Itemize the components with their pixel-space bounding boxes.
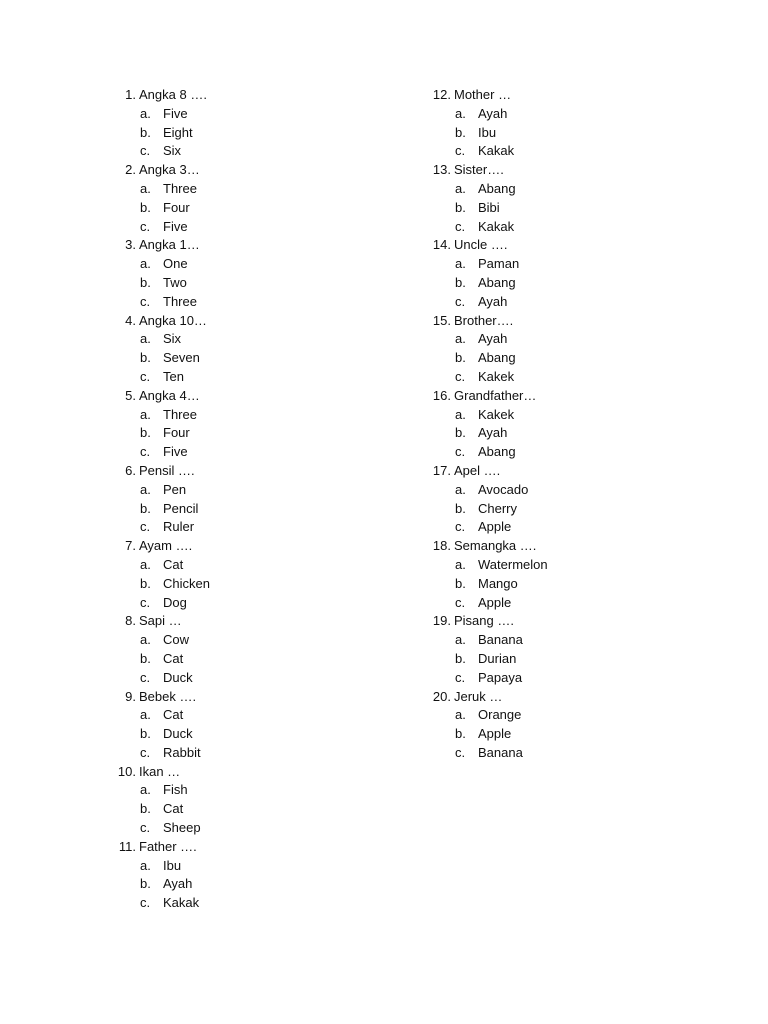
answer-option bbox=[108, 443, 408, 462]
option-letter: c. bbox=[455, 669, 466, 685]
option-letter: c. bbox=[140, 744, 151, 760]
question-line bbox=[108, 462, 408, 481]
question-number: 16. bbox=[432, 387, 451, 403]
answer-option bbox=[423, 406, 723, 425]
question-line bbox=[423, 537, 723, 556]
option-text: Duck bbox=[163, 726, 193, 742]
option-letter: a. bbox=[140, 857, 151, 873]
option-text: Abang bbox=[478, 274, 516, 290]
question-text: Mother … bbox=[454, 87, 512, 102]
option-text: Kakak bbox=[478, 143, 515, 159]
option-text: Chicken bbox=[163, 575, 210, 591]
question-number: 9. bbox=[125, 688, 136, 704]
answer-option bbox=[108, 894, 408, 913]
answer-option bbox=[423, 330, 723, 349]
answer-option bbox=[423, 443, 723, 462]
answer-option bbox=[423, 293, 723, 312]
answer-option bbox=[108, 575, 408, 594]
question-line bbox=[108, 763, 408, 782]
answer-option bbox=[108, 180, 408, 199]
question-line bbox=[108, 537, 408, 556]
option-letter: a. bbox=[455, 256, 466, 272]
answer-option bbox=[108, 594, 408, 613]
option-letter: a. bbox=[140, 707, 151, 723]
option-text: Mango bbox=[478, 575, 518, 591]
answer-option bbox=[108, 481, 408, 500]
answer-option bbox=[108, 706, 408, 725]
answer-option bbox=[108, 556, 408, 575]
answer-option bbox=[108, 744, 408, 763]
option-letter: a. bbox=[140, 180, 151, 196]
option-letter: c. bbox=[455, 519, 466, 535]
answer-option bbox=[108, 274, 408, 293]
option-text: Orange bbox=[478, 707, 522, 723]
answer-option bbox=[108, 124, 408, 143]
question-item bbox=[423, 462, 723, 537]
answer-option bbox=[108, 781, 408, 800]
answer-option bbox=[423, 744, 723, 763]
option-text: Abang bbox=[478, 180, 516, 196]
question-number: 14. bbox=[432, 237, 451, 253]
option-letter: a. bbox=[140, 256, 151, 272]
option-letter: c. bbox=[140, 820, 151, 836]
option-letter: a. bbox=[455, 481, 466, 497]
option-text: Kakek bbox=[478, 406, 515, 422]
option-text: Papaya bbox=[478, 669, 523, 685]
question-text: Bebek …. bbox=[139, 688, 197, 704]
option-text: Ayah bbox=[478, 425, 508, 441]
question-item bbox=[108, 312, 408, 387]
question-line bbox=[108, 312, 408, 331]
question-text: Angka 10… bbox=[139, 312, 207, 328]
left-question-column bbox=[108, 86, 408, 913]
answer-option bbox=[423, 706, 723, 725]
option-letter: b. bbox=[455, 726, 466, 742]
question-item bbox=[423, 312, 723, 387]
option-text: Ten bbox=[163, 368, 184, 384]
answer-option bbox=[423, 124, 723, 143]
question-item bbox=[108, 838, 408, 913]
question-item bbox=[423, 537, 723, 612]
question-item bbox=[108, 236, 408, 311]
question-item bbox=[108, 688, 408, 763]
answer-option bbox=[423, 481, 723, 500]
option-letter: c. bbox=[140, 368, 151, 384]
question-line bbox=[423, 236, 723, 255]
question-item bbox=[423, 86, 723, 161]
option-text: Banana bbox=[478, 632, 523, 648]
option-letter: a. bbox=[455, 180, 466, 196]
option-letter: b. bbox=[140, 350, 151, 366]
answer-option bbox=[108, 857, 408, 876]
option-text: Pencil bbox=[163, 500, 199, 516]
option-letter: a. bbox=[455, 707, 466, 723]
answer-option bbox=[423, 368, 723, 387]
question-line bbox=[108, 688, 408, 707]
answer-option bbox=[108, 631, 408, 650]
option-text: Abang bbox=[478, 350, 516, 366]
option-text: Ibu bbox=[163, 857, 182, 873]
question-number: 11. bbox=[118, 838, 136, 854]
question-line bbox=[108, 612, 408, 631]
option-letter: a. bbox=[455, 406, 466, 422]
answer-option bbox=[423, 255, 723, 274]
option-text: Durian bbox=[478, 650, 517, 666]
option-text: Apple bbox=[478, 519, 512, 535]
answer-option bbox=[423, 650, 723, 669]
option-text: Watermelon bbox=[478, 556, 548, 572]
question-number: 19. bbox=[432, 613, 451, 629]
answer-option bbox=[108, 669, 408, 688]
right-question-column bbox=[423, 86, 723, 763]
answer-option bbox=[423, 424, 723, 443]
question-text: Ayam …. bbox=[139, 538, 193, 554]
option-text: Bibi bbox=[478, 199, 500, 215]
option-letter: c. bbox=[140, 218, 151, 234]
question-text: Angka 3… bbox=[139, 162, 200, 178]
answer-option bbox=[423, 594, 723, 613]
option-text: Ayah bbox=[478, 293, 508, 309]
question-line bbox=[423, 86, 723, 105]
question-number: 6. bbox=[125, 462, 136, 478]
question-number: 12. bbox=[432, 87, 451, 102]
question-text: Pisang …. bbox=[454, 613, 514, 629]
option-letter: a. bbox=[140, 406, 151, 422]
option-letter: a. bbox=[455, 331, 466, 347]
option-letter: c. bbox=[140, 895, 151, 911]
option-text: Banana bbox=[478, 744, 523, 760]
answer-option bbox=[423, 142, 723, 161]
question-text: Sapi … bbox=[139, 613, 182, 629]
answer-option bbox=[423, 274, 723, 293]
answer-option bbox=[423, 725, 723, 744]
option-letter: b. bbox=[140, 124, 151, 140]
option-text: Three bbox=[163, 293, 197, 309]
answer-option bbox=[423, 105, 723, 124]
question-number: 15. bbox=[432, 312, 451, 328]
answer-option bbox=[423, 199, 723, 218]
answer-option bbox=[423, 669, 723, 688]
option-text: Kakak bbox=[478, 218, 515, 234]
answer-option bbox=[423, 631, 723, 650]
option-letter: c. bbox=[455, 744, 466, 760]
option-text: Cat bbox=[163, 650, 184, 666]
question-line bbox=[108, 236, 408, 255]
option-text: Kakek bbox=[478, 368, 515, 384]
answer-option bbox=[108, 500, 408, 519]
option-letter: b. bbox=[140, 726, 151, 742]
question-item bbox=[108, 537, 408, 612]
option-text: Cherry bbox=[478, 500, 518, 516]
answer-option bbox=[423, 556, 723, 575]
option-text: Pen bbox=[163, 481, 187, 497]
option-text: Cow bbox=[163, 632, 190, 648]
option-text: Five bbox=[163, 218, 188, 234]
option-letter: c. bbox=[140, 594, 151, 610]
answer-option bbox=[423, 500, 723, 519]
option-letter: b. bbox=[140, 876, 151, 892]
question-item bbox=[108, 763, 408, 838]
option-letter: b. bbox=[455, 274, 466, 290]
question-text: Brother…. bbox=[454, 312, 514, 328]
option-letter: c. bbox=[455, 444, 466, 460]
option-letter: b. bbox=[455, 575, 466, 591]
answer-option bbox=[108, 518, 408, 537]
option-letter: c. bbox=[140, 669, 151, 685]
question-text: Sister…. bbox=[454, 162, 504, 178]
question-item bbox=[108, 86, 408, 161]
option-letter: b. bbox=[455, 124, 466, 140]
option-letter: a. bbox=[455, 556, 466, 572]
answer-option bbox=[423, 218, 723, 237]
option-letter: a. bbox=[140, 105, 151, 121]
option-letter: b. bbox=[455, 350, 466, 366]
question-text: Semangka …. bbox=[454, 538, 537, 554]
option-text: Three bbox=[163, 406, 197, 422]
answer-option bbox=[108, 368, 408, 387]
option-letter: b. bbox=[140, 500, 151, 516]
question-text: Angka 8 …. bbox=[139, 87, 207, 102]
option-letter: a. bbox=[140, 632, 151, 648]
option-letter: c. bbox=[140, 143, 151, 159]
answer-option bbox=[108, 424, 408, 443]
answer-option bbox=[423, 518, 723, 537]
option-letter: c. bbox=[455, 368, 466, 384]
answer-option bbox=[108, 406, 408, 425]
option-text: Ayah bbox=[163, 876, 193, 892]
answer-option bbox=[108, 725, 408, 744]
answer-option bbox=[423, 349, 723, 368]
option-letter: b. bbox=[455, 500, 466, 516]
option-letter: a. bbox=[140, 331, 151, 347]
option-letter: b. bbox=[140, 575, 151, 591]
question-item bbox=[423, 612, 723, 687]
option-letter: a. bbox=[455, 105, 466, 121]
question-text: Angka 4… bbox=[139, 387, 200, 403]
option-letter: a. bbox=[140, 782, 151, 798]
option-letter: b. bbox=[140, 199, 151, 215]
question-number: 13. bbox=[432, 162, 451, 178]
option-text: Three bbox=[163, 180, 197, 196]
option-text: Ibu bbox=[478, 124, 497, 140]
option-text: Apple bbox=[478, 726, 512, 742]
question-number: 3. bbox=[125, 237, 136, 253]
answer-option bbox=[108, 875, 408, 894]
answer-option bbox=[108, 819, 408, 838]
option-letter: b. bbox=[140, 425, 151, 441]
answer-option bbox=[108, 199, 408, 218]
question-item bbox=[423, 236, 723, 311]
question-line bbox=[108, 86, 408, 105]
option-text: Paman bbox=[478, 256, 520, 272]
option-text: One bbox=[163, 256, 188, 272]
answer-option bbox=[108, 330, 408, 349]
option-text: Five bbox=[163, 105, 188, 121]
option-letter: b. bbox=[455, 650, 466, 666]
answer-option bbox=[423, 180, 723, 199]
question-line bbox=[108, 161, 408, 180]
question-line bbox=[423, 387, 723, 406]
option-letter: a. bbox=[140, 556, 151, 572]
question-item bbox=[108, 387, 408, 462]
option-letter: c. bbox=[140, 444, 151, 460]
question-text: Pensil …. bbox=[139, 462, 195, 478]
option-letter: a. bbox=[140, 481, 151, 497]
question-number: 20. bbox=[432, 688, 451, 704]
answer-option bbox=[108, 105, 408, 124]
option-text: Cat bbox=[163, 801, 184, 817]
question-text: Apel …. bbox=[454, 462, 501, 478]
question-text: Father …. bbox=[139, 838, 197, 854]
option-text: Eight bbox=[163, 124, 193, 140]
option-letter: c. bbox=[455, 218, 466, 234]
option-text: Six bbox=[163, 143, 182, 159]
option-text: Fish bbox=[163, 782, 188, 798]
option-letter: b. bbox=[455, 425, 466, 441]
option-text: Four bbox=[163, 425, 190, 441]
option-text: Four bbox=[163, 199, 190, 215]
option-letter: b. bbox=[140, 274, 151, 290]
option-letter: c. bbox=[140, 519, 151, 535]
option-text: Ayah bbox=[478, 331, 508, 347]
question-item bbox=[108, 462, 408, 537]
option-text: Ayah bbox=[478, 105, 508, 121]
question-number: 8. bbox=[125, 613, 136, 629]
option-letter: c. bbox=[455, 293, 466, 309]
answer-option bbox=[423, 575, 723, 594]
option-letter: c. bbox=[455, 594, 466, 610]
question-line bbox=[423, 312, 723, 331]
question-item bbox=[423, 387, 723, 462]
question-text: Uncle …. bbox=[454, 237, 508, 253]
question-item bbox=[423, 161, 723, 236]
question-number: 2. bbox=[125, 162, 136, 178]
option-text: Avocado bbox=[478, 481, 529, 497]
question-number: 10. bbox=[117, 763, 136, 779]
option-text: Abang bbox=[478, 444, 516, 460]
question-number: 1. bbox=[125, 87, 136, 102]
option-text: Kakak bbox=[163, 895, 200, 911]
question-line bbox=[423, 612, 723, 631]
option-letter: b. bbox=[455, 199, 466, 215]
option-letter: b. bbox=[140, 801, 151, 817]
answer-option bbox=[108, 293, 408, 312]
option-text: Ruler bbox=[163, 519, 195, 535]
option-letter: a. bbox=[455, 632, 466, 648]
question-line bbox=[423, 161, 723, 180]
answer-option bbox=[108, 800, 408, 819]
option-text: Rabbit bbox=[163, 744, 201, 760]
question-line bbox=[108, 387, 408, 406]
option-letter: b. bbox=[140, 650, 151, 666]
answer-option bbox=[108, 255, 408, 274]
answer-option bbox=[108, 218, 408, 237]
question-text: Angka 1… bbox=[139, 237, 200, 253]
question-item bbox=[423, 688, 723, 763]
option-text: Apple bbox=[478, 594, 512, 610]
question-line bbox=[423, 688, 723, 707]
question-text: Ikan … bbox=[139, 763, 181, 779]
question-item bbox=[108, 612, 408, 687]
question-number: 4. bbox=[125, 312, 136, 328]
question-line bbox=[423, 462, 723, 481]
option-text: Cat bbox=[163, 556, 184, 572]
question-text: Grandfather… bbox=[454, 387, 537, 403]
option-text: Dog bbox=[163, 594, 187, 610]
option-text: Seven bbox=[163, 350, 200, 366]
answer-option bbox=[108, 142, 408, 161]
question-text: Jeruk … bbox=[454, 688, 503, 704]
option-text: Sheep bbox=[163, 820, 201, 836]
question-number: 5. bbox=[125, 387, 136, 403]
option-letter: c. bbox=[140, 293, 151, 309]
option-text: Five bbox=[163, 444, 188, 460]
answer-option bbox=[108, 650, 408, 669]
answer-option bbox=[108, 349, 408, 368]
option-text: Six bbox=[163, 331, 182, 347]
question-number: 18. bbox=[432, 538, 451, 554]
question-number: 17. bbox=[432, 462, 451, 478]
question-line bbox=[108, 838, 408, 857]
option-letter: c. bbox=[455, 143, 466, 159]
option-text: Cat bbox=[163, 707, 184, 723]
option-text: Two bbox=[163, 274, 187, 290]
question-item bbox=[108, 161, 408, 236]
question-number: 7. bbox=[125, 538, 136, 554]
option-text: Duck bbox=[163, 669, 193, 685]
